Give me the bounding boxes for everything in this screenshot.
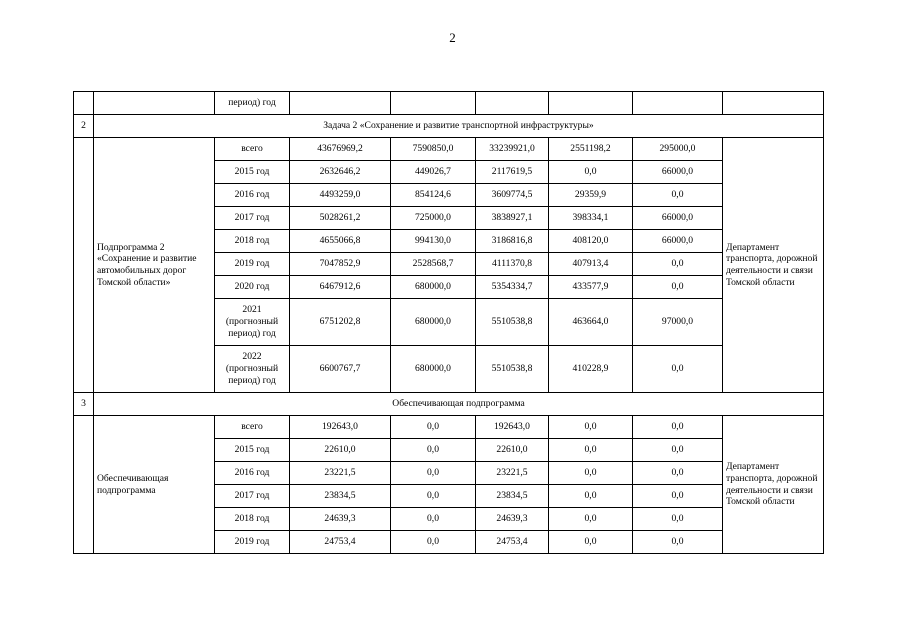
extrabudget-cell: 66000,0 [633, 230, 723, 253]
federal-cell: 725000,0 [391, 207, 476, 230]
regional-cell: 3609774,5 [476, 184, 549, 207]
year-cell: 2019 год [215, 253, 290, 276]
extrabudget-cell: 0,0 [633, 508, 723, 531]
section-number: 2 [74, 115, 94, 138]
year-cell: 2022 (прогнозный период) год [215, 346, 290, 393]
year-cell: 2021 (прогнозный период) год [215, 299, 290, 346]
total-cell: 5028261,2 [290, 207, 391, 230]
local-cell: 0,0 [549, 531, 633, 554]
regional-cell: 5510538,8 [476, 346, 549, 393]
regional-cell: 4111370,8 [476, 253, 549, 276]
total-cell: 2632646,2 [290, 161, 391, 184]
extrabudget-cell: 0,0 [633, 439, 723, 462]
year-cell: всего [215, 138, 290, 161]
total-cell: 23834,5 [290, 485, 391, 508]
local-cell: 407913,4 [549, 253, 633, 276]
extrabudget-cell: 0,0 [633, 253, 723, 276]
extrabudget-cell: 0,0 [633, 485, 723, 508]
local-cell: 398334,1 [549, 207, 633, 230]
local-cell: 0,0 [549, 462, 633, 485]
responsible-cell: Департамент транспорта, дорожной деятельности и связи Томской области [723, 416, 824, 554]
total-cell: 24753,4 [290, 531, 391, 554]
total-cell: 6751202,8 [290, 299, 391, 346]
year-cell: 2015 год [215, 161, 290, 184]
year-cell: 2015 год [215, 439, 290, 462]
section-header-row [74, 393, 824, 416]
local-cell: 408120,0 [549, 230, 633, 253]
local-cell: 410228,9 [549, 346, 633, 393]
federal-cell: 0,0 [391, 439, 476, 462]
period-cell: период) год [215, 92, 290, 115]
table-row [74, 92, 824, 115]
federal-cell: 0,0 [391, 485, 476, 508]
federal-cell: 680000,0 [391, 299, 476, 346]
year-cell: 2018 год [215, 230, 290, 253]
regional-cell: 22610,0 [476, 439, 549, 462]
federal-cell: 449026,7 [391, 161, 476, 184]
federal-cell: 680000,0 [391, 346, 476, 393]
year-cell: 2017 год [215, 485, 290, 508]
section-number: 3 [74, 393, 94, 416]
extrabudget-cell: 0,0 [633, 346, 723, 393]
extrabudget-cell: 0,0 [633, 276, 723, 299]
regional-cell: 5510538,8 [476, 299, 549, 346]
year-cell: всего [215, 416, 290, 439]
year-cell: 2017 год [215, 207, 290, 230]
federal-cell: 994130,0 [391, 230, 476, 253]
year-cell: 2016 год [215, 462, 290, 485]
page-number: 2 [449, 30, 456, 45]
federal-cell: 2528568,7 [391, 253, 476, 276]
extrabudget-cell: 66000,0 [633, 207, 723, 230]
extrabudget-cell: 0,0 [633, 462, 723, 485]
total-cell: 4493259,0 [290, 184, 391, 207]
federal-cell: 7590850,0 [391, 138, 476, 161]
year-cell: 2016 год [215, 184, 290, 207]
responsible-cell: Департамент транспорта, дорожной деятельности и связи Томской области [723, 138, 824, 393]
total-cell: 4655066,8 [290, 230, 391, 253]
local-cell: 0,0 [549, 416, 633, 439]
regional-cell: 192643,0 [476, 416, 549, 439]
total-cell: 192643,0 [290, 416, 391, 439]
table-row [74, 138, 824, 161]
regional-cell: 3186816,8 [476, 230, 549, 253]
subprogram-name: Подпрограмма 2 «Сохранение и развитие автомобильных дорог Томской области» [94, 138, 215, 393]
local-cell: 433577,9 [549, 276, 633, 299]
regional-cell: 24753,4 [476, 531, 549, 554]
regional-cell: 33239921,0 [476, 138, 549, 161]
empty-cell [74, 138, 94, 393]
section-header-row [74, 115, 824, 138]
local-cell: 0,0 [549, 439, 633, 462]
extrabudget-cell: 0,0 [633, 416, 723, 439]
extrabudget-cell: 0,0 [633, 531, 723, 554]
empty-cell [74, 416, 94, 554]
local-cell: 0,0 [549, 161, 633, 184]
local-cell: 0,0 [549, 485, 633, 508]
funding-table [73, 91, 824, 554]
local-cell: 2551198,2 [549, 138, 633, 161]
local-cell: 29359,9 [549, 184, 633, 207]
extrabudget-cell: 295000,0 [633, 138, 723, 161]
federal-cell: 854124,6 [391, 184, 476, 207]
extrabudget-cell: 0,0 [633, 184, 723, 207]
section-title: Задача 2 «Сохранение и развитие транспортной инфраструктуры» [94, 115, 824, 138]
local-cell: 0,0 [549, 508, 633, 531]
extrabudget-cell: 66000,0 [633, 161, 723, 184]
federal-cell: 0,0 [391, 508, 476, 531]
year-cell: 2018 год [215, 508, 290, 531]
regional-cell: 2117619,5 [476, 161, 549, 184]
extrabudget-cell: 97000,0 [633, 299, 723, 346]
regional-cell: 3838927,1 [476, 207, 549, 230]
year-cell: 2020 год [215, 276, 290, 299]
section-title: Обеспечивающая подпрограмма [94, 393, 824, 416]
federal-cell: 0,0 [391, 462, 476, 485]
regional-cell: 23221,5 [476, 462, 549, 485]
total-cell: 43676969,2 [290, 138, 391, 161]
local-cell: 463664,0 [549, 299, 633, 346]
total-cell: 22610,0 [290, 439, 391, 462]
total-cell: 6600767,7 [290, 346, 391, 393]
total-cell: 7047852,9 [290, 253, 391, 276]
regional-cell: 24639,3 [476, 508, 549, 531]
total-cell: 23221,5 [290, 462, 391, 485]
total-cell: 6467912,6 [290, 276, 391, 299]
subprogram-name: Обеспечивающая подпрограмма [94, 416, 215, 554]
federal-cell: 0,0 [391, 416, 476, 439]
table-row [74, 416, 824, 439]
total-cell: 24639,3 [290, 508, 391, 531]
year-cell: 2019 год [215, 531, 290, 554]
regional-cell: 5354334,7 [476, 276, 549, 299]
federal-cell: 680000,0 [391, 276, 476, 299]
federal-cell: 0,0 [391, 531, 476, 554]
regional-cell: 23834,5 [476, 485, 549, 508]
